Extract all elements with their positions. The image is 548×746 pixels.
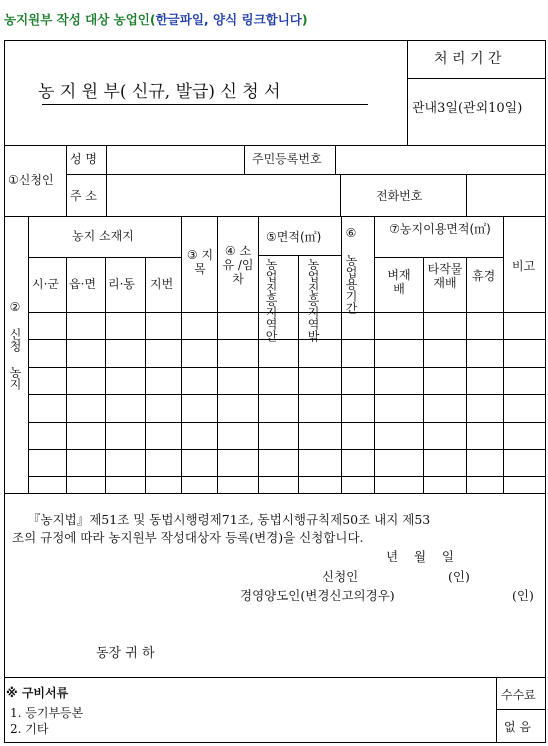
area-header: ⑤면적(㎡): [266, 230, 322, 244]
date-line: 년 월 일: [386, 549, 455, 564]
transferor-label: 경영양도인(변경신고의경우): [240, 588, 395, 603]
land-row[interactable]: [29, 340, 545, 367]
land-row[interactable]: [29, 477, 545, 493]
resident-id-label: 주민등록번호: [252, 152, 322, 166]
location-header: 농지 소재지: [72, 229, 134, 243]
ownership-header: ④ 소유 /임차: [222, 244, 254, 286]
land-row[interactable]: [29, 313, 545, 339]
applicant-sign-label: 신청인: [322, 569, 359, 584]
name-label: 성 명: [70, 152, 97, 166]
declaration-line-1: 『농지법』제51조 및 동법시행령제71조, 동법시행규칙제50조 내지 제53: [28, 512, 431, 527]
location-col-town: 읍·면: [69, 277, 96, 291]
land-row[interactable]: [29, 368, 545, 394]
applicant-seal: (인): [448, 569, 470, 584]
required-documents-header: ※ 구비서류: [6, 686, 69, 700]
location-col-lot: 지번: [150, 277, 174, 291]
notice-link-text[interactable]: 한글파일, 양식 링크합니다: [155, 12, 302, 27]
land-category-header: ③ 지목: [186, 248, 214, 276]
usage-col-other-crops: 타작물재배: [427, 262, 463, 290]
location-col-city: 시·군: [32, 277, 59, 291]
land-row[interactable]: [29, 423, 545, 449]
title-underline: [42, 104, 368, 105]
remarks-header: 비고: [512, 259, 536, 273]
processing-period-label: 처 리 기 간: [434, 51, 502, 67]
usage-col-fallow: 휴경: [472, 269, 496, 283]
form-title: 농 지 원 부( 신규, 발급) 신 청 서: [38, 82, 281, 102]
usage-col-rice: 벼재배: [387, 268, 411, 296]
transferor-seal: (인): [512, 588, 534, 603]
name-field[interactable]: [108, 147, 242, 173]
address-label: 주 소: [70, 189, 97, 203]
land-section-label: ② 신청 농지: [8, 300, 22, 390]
resident-id-field[interactable]: [337, 147, 544, 173]
phone-label: 전화번호: [376, 189, 423, 203]
declaration-line-2: 조의 규정에 따라 농지원부 작성대상자 등록(변경)을 신청합니다.: [12, 530, 364, 545]
usage-area-header: ⑦농지이용면적(㎡): [389, 222, 491, 236]
notice-prefix: 농지원부 작성 대상 농업인(: [4, 12, 156, 27]
document-item: 2. 기타: [10, 722, 49, 736]
addressee: 동장 귀 하: [96, 646, 155, 661]
applicant-label: ①신청인: [8, 173, 54, 187]
phone-field[interactable]: [468, 176, 544, 215]
document-item: 1. 등기부등본: [10, 706, 84, 720]
fee-label: 수수료: [501, 688, 536, 702]
area-col-outside: 농업진흥지역밖: [306, 258, 320, 342]
fee-value: 없 음: [504, 720, 531, 734]
address-field[interactable]: [108, 176, 338, 215]
land-row[interactable]: [29, 395, 545, 422]
notice-suffix: ): [301, 12, 308, 27]
location-col-village: 리·동: [108, 277, 135, 291]
processing-period-value: 관내3일(관외10일): [412, 101, 523, 116]
farming-period-header: ⑥ 농업용기간: [344, 226, 358, 314]
area-col-inside: 농업진흥지역안: [264, 258, 278, 342]
land-row[interactable]: [29, 450, 545, 476]
